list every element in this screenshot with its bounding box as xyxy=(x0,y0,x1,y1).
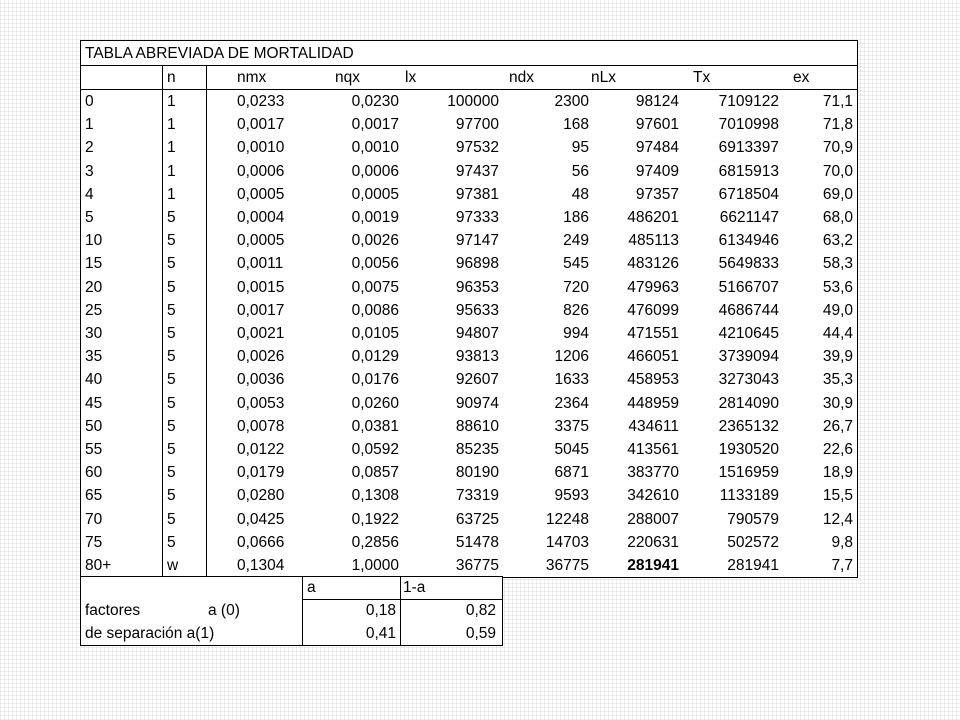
cell-nqx: 0,0026 xyxy=(351,232,399,250)
cell-n: 1 xyxy=(167,139,176,157)
cell-ndx: 12248 xyxy=(545,510,589,528)
cell-lx: 94807 xyxy=(455,325,499,342)
cell-age: 60 xyxy=(85,464,103,482)
cell-ndx: 720 xyxy=(563,278,589,296)
cell-lx: 97437 xyxy=(455,162,499,180)
cell-ex: 15,5 xyxy=(822,487,853,505)
cell-tx: 6815913 xyxy=(718,162,779,180)
cell-ex: 39,9 xyxy=(822,348,853,366)
cell-ndx: 826 xyxy=(563,301,589,319)
cell-age: 55 xyxy=(85,441,103,458)
header-nqx: nqx xyxy=(335,69,360,86)
cell-ex: 9,8 xyxy=(831,533,853,551)
cell-ndx: 3375 xyxy=(554,417,589,435)
cell-ndx: 48 xyxy=(571,185,589,203)
cell-ndx: 6871 xyxy=(554,464,589,482)
cell-tx: 6913397 xyxy=(718,139,779,157)
cell-nlx: 483126 xyxy=(627,255,679,273)
cell-tx: 7010998 xyxy=(718,116,779,134)
cell-tx: 1133189 xyxy=(719,487,779,505)
cell-tx: 2365132 xyxy=(718,417,779,435)
cell-ndx: 1206 xyxy=(554,348,589,366)
cell-nlx: 485113 xyxy=(628,232,679,250)
factor-a1-1-a: 0,59 xyxy=(465,625,496,642)
factors-sublabel-a0: a (0) xyxy=(208,602,240,619)
cell-age: 20 xyxy=(85,278,103,296)
cell-nqx: 0,0105 xyxy=(351,325,399,342)
cell-nqx: 0,2856 xyxy=(351,533,399,551)
cell-n: 1 xyxy=(167,93,176,110)
cell-n: 5 xyxy=(167,255,176,273)
cell-nlx: 281941 xyxy=(627,557,679,574)
cell-n: 5 xyxy=(167,278,176,296)
header-ex: ex xyxy=(793,69,810,86)
cell-nlx: 466051 xyxy=(627,348,679,366)
cell-age: 25 xyxy=(85,301,103,319)
cell-lx: 90974 xyxy=(455,394,499,412)
cell-lx: 92607 xyxy=(455,371,499,389)
cell-age: 4 xyxy=(85,185,94,203)
cell-age: 75 xyxy=(85,533,103,551)
cell-ex: 58,3 xyxy=(822,255,853,273)
cell-n: 1 xyxy=(167,162,176,180)
mortality-table xyxy=(80,40,858,578)
cell-nmx: 0,0036 xyxy=(237,371,285,389)
cell-ndx: 545 xyxy=(563,255,589,273)
cell-n: 5 xyxy=(167,371,176,389)
cell-lx: 97333 xyxy=(455,209,499,226)
factors-header-a: a xyxy=(307,579,316,596)
cell-n: 5 xyxy=(167,232,176,250)
cell-nlx: 97409 xyxy=(635,162,679,180)
cell-nmx: 0,0425 xyxy=(237,510,285,528)
cell-ndx: 249 xyxy=(563,232,589,250)
cell-nqx: 0,1308 xyxy=(351,487,399,505)
cell-ex: 71,1 xyxy=(822,93,853,110)
cell-ndx: 14703 xyxy=(545,533,589,551)
cell-lx: 95633 xyxy=(455,301,499,319)
cell-lx: 85235 xyxy=(455,441,499,458)
cell-ex: 69,0 xyxy=(822,185,853,203)
cell-nmx: 0,0233 xyxy=(237,93,285,110)
cell-n: 5 xyxy=(167,533,176,551)
cell-age: 40 xyxy=(85,371,103,389)
cell-age: 2 xyxy=(85,139,94,157)
cell-nqx: 0,1922 xyxy=(351,510,399,528)
cell-nmx: 0,0666 xyxy=(237,533,285,551)
cell-n: 5 xyxy=(167,348,176,366)
cell-nlx: 220631 xyxy=(627,533,679,551)
cell-ex: 63,2 xyxy=(822,232,853,250)
cell-nlx: 288007 xyxy=(627,510,679,528)
cell-ex: 68,0 xyxy=(822,209,853,226)
cell-age: 1 xyxy=(85,116,94,134)
header-lx: lx xyxy=(405,69,417,86)
cell-lx: 51478 xyxy=(455,533,499,551)
cell-age: 15 xyxy=(85,255,103,273)
cell-ex: 49,0 xyxy=(822,301,853,319)
cell-nqx: 0,0381 xyxy=(351,417,399,435)
cell-n: 5 xyxy=(167,417,176,435)
cell-age: 65 xyxy=(85,487,103,505)
cell-tx: 790579 xyxy=(727,510,779,528)
cell-tx: 6718504 xyxy=(718,185,779,203)
age-column-divider xyxy=(162,65,163,577)
cell-nqx: 0,0592 xyxy=(351,441,399,458)
factors-header-1-a: 1-a xyxy=(403,579,426,596)
cell-ex: 26,7 xyxy=(822,417,853,435)
cell-age: 80+ xyxy=(85,557,112,574)
cell-nqx: 0,0005 xyxy=(351,185,399,203)
cell-nmx: 0,1304 xyxy=(237,557,285,574)
header-nlx: nLx xyxy=(591,69,616,86)
cell-nqx: 0,0086 xyxy=(351,301,399,319)
cell-nmx: 0,0005 xyxy=(237,232,285,250)
cell-nqx: 0,0010 xyxy=(351,139,399,157)
header-ndx: ndx xyxy=(509,69,534,86)
cell-ex: 22,6 xyxy=(822,441,853,458)
cell-lx: 88610 xyxy=(455,417,499,435)
cell-nlx: 342610 xyxy=(627,487,679,505)
cell-ex: 35,3 xyxy=(822,371,853,389)
cell-tx: 3739094 xyxy=(718,348,779,366)
cell-nmx: 0,0010 xyxy=(237,139,285,157)
cell-nmx: 0,0280 xyxy=(237,487,285,505)
cell-ndx: 95 xyxy=(571,139,589,157)
cell-nlx: 97601 xyxy=(635,116,679,134)
cell-n: 5 xyxy=(167,464,176,482)
cell-nlx: 97484 xyxy=(635,139,679,157)
cell-n: 5 xyxy=(167,394,176,412)
cell-age: 10 xyxy=(85,232,103,250)
cell-nlx: 98124 xyxy=(635,93,679,110)
title-divider xyxy=(81,65,857,66)
cell-ndx: 5045 xyxy=(554,441,589,458)
cell-ex: 12,4 xyxy=(822,510,853,528)
cell-tx: 6621147 xyxy=(719,209,779,226)
cell-tx: 502572 xyxy=(727,533,779,551)
cell-nlx: 383770 xyxy=(627,464,679,482)
cell-lx: 97532 xyxy=(455,139,499,157)
cell-nlx: 97357 xyxy=(635,185,679,203)
cell-nmx: 0,0017 xyxy=(237,301,285,319)
cell-nlx: 413561 xyxy=(627,441,679,458)
header-n: n xyxy=(167,69,176,86)
cell-nqx: 0,0129 xyxy=(351,348,399,366)
cell-ndx: 994 xyxy=(563,325,589,342)
cell-n: w xyxy=(167,557,179,574)
cell-tx: 1930520 xyxy=(718,441,779,458)
cell-nmx: 0,0005 xyxy=(237,185,285,203)
cell-ex: 71,8 xyxy=(822,116,853,134)
cell-lx: 93813 xyxy=(455,348,499,366)
cell-n: 1 xyxy=(167,185,176,203)
cell-tx: 5166707 xyxy=(718,278,779,296)
cell-age: 5 xyxy=(85,209,94,226)
cell-nqx: 0,0075 xyxy=(351,278,399,296)
cell-nmx: 0,0053 xyxy=(237,394,285,412)
cell-nlx: 486201 xyxy=(627,209,679,226)
cell-tx: 1516959 xyxy=(718,464,779,482)
cell-lx: 97147 xyxy=(455,232,499,250)
cell-tx: 4210645 xyxy=(718,325,779,342)
cell-nmx: 0,0122 xyxy=(237,441,285,458)
factor-a1-a: 0,41 xyxy=(365,625,396,642)
factors-label: factores xyxy=(85,602,141,619)
cell-ndx: 2300 xyxy=(554,93,589,110)
cell-nqx: 0,0230 xyxy=(351,93,399,110)
cell-lx: 100000 xyxy=(447,93,499,110)
cell-nqx: 1,0000 xyxy=(351,557,399,574)
cell-n: 5 xyxy=(167,487,176,505)
cell-age: 0 xyxy=(85,93,94,110)
cell-n: 5 xyxy=(167,209,176,226)
cell-lx: 73319 xyxy=(455,487,499,505)
cell-nmx: 0,0006 xyxy=(237,162,285,180)
factor-a0-1-a: 0,82 xyxy=(465,602,496,619)
cell-nlx: 448959 xyxy=(627,394,679,412)
cell-n: 5 xyxy=(167,441,176,458)
cell-tx: 2814090 xyxy=(718,394,779,412)
cell-age: 35 xyxy=(85,348,103,366)
cell-age: 45 xyxy=(85,394,103,412)
cell-nlx: 476099 xyxy=(627,301,679,319)
cell-ndx: 36775 xyxy=(545,557,589,574)
cell-lx: 97700 xyxy=(455,116,499,134)
cell-nqx: 0,0176 xyxy=(351,371,399,389)
cell-nqx: 0,0857 xyxy=(351,464,399,482)
cell-nmx: 0,0078 xyxy=(237,417,285,435)
cell-tx: 4686744 xyxy=(718,301,779,319)
cell-ndx: 186 xyxy=(563,209,589,226)
cell-n: 5 xyxy=(167,301,176,319)
cell-tx: 3273043 xyxy=(718,371,779,389)
cell-ndx: 2364 xyxy=(554,394,589,412)
cell-nqx: 0,0056 xyxy=(351,255,399,273)
factors-label-a1: de separación a(1) xyxy=(85,625,215,642)
cell-lx: 97381 xyxy=(455,185,499,203)
n-column-divider xyxy=(206,65,207,577)
cell-ex: 7,7 xyxy=(831,557,853,574)
cell-lx: 36775 xyxy=(455,557,499,574)
cell-nlx: 471551 xyxy=(627,325,679,342)
cell-ex: 53,6 xyxy=(822,278,853,296)
cell-tx: 7109122 xyxy=(718,93,779,110)
cell-ndx: 56 xyxy=(571,162,589,180)
cell-nmx: 0,0011 xyxy=(237,255,284,273)
cell-age: 50 xyxy=(85,417,103,435)
cell-n: 5 xyxy=(167,510,176,528)
cell-n: 1 xyxy=(167,116,176,134)
cell-nmx: 0,0021 xyxy=(237,325,285,342)
cell-nmx: 0,0015 xyxy=(237,278,285,296)
header-tx: Tx xyxy=(693,69,711,86)
cell-lx: 80190 xyxy=(455,464,499,482)
cell-ex: 70,9 xyxy=(822,139,853,157)
cell-tx: 281941 xyxy=(727,557,779,574)
table-title: TABLA ABREVIADA DE MORTALIDAD xyxy=(85,45,354,62)
cell-nmx: 0,0017 xyxy=(237,116,285,134)
cell-ndx: 1633 xyxy=(554,371,589,389)
cell-ex: 18,9 xyxy=(822,464,853,482)
cell-nlx: 458953 xyxy=(627,371,679,389)
cell-ex: 30,9 xyxy=(822,394,853,412)
cell-nlx: 479963 xyxy=(627,278,679,296)
cell-lx: 63725 xyxy=(455,510,499,528)
cell-nqx: 0,0019 xyxy=(351,209,399,226)
cell-n: 5 xyxy=(167,325,176,342)
cell-nmx: 0,0004 xyxy=(237,209,285,226)
factor-a0-a: 0,18 xyxy=(365,602,396,619)
cell-nmx: 0,0179 xyxy=(237,464,285,482)
cell-ndx: 168 xyxy=(563,116,589,134)
cell-nlx: 434611 xyxy=(628,417,679,435)
cell-age: 30 xyxy=(85,325,103,342)
separation-factors-table xyxy=(80,576,503,646)
header-nmx: nmx xyxy=(237,69,267,86)
cell-age: 3 xyxy=(85,162,94,180)
cell-lx: 96353 xyxy=(455,278,499,296)
cell-nmx: 0,0026 xyxy=(237,348,285,366)
cell-tx: 5649833 xyxy=(718,255,779,273)
cell-nqx: 0,0260 xyxy=(351,394,399,412)
cell-nqx: 0,0017 xyxy=(351,116,399,134)
cell-ndx: 9593 xyxy=(554,487,589,505)
cell-ex: 44,4 xyxy=(822,325,853,342)
cell-lx: 96898 xyxy=(455,255,499,273)
cell-age: 70 xyxy=(85,510,103,528)
cell-tx: 6134946 xyxy=(718,232,779,250)
cell-ex: 70,0 xyxy=(822,162,853,180)
cell-nqx: 0,0006 xyxy=(351,162,399,180)
